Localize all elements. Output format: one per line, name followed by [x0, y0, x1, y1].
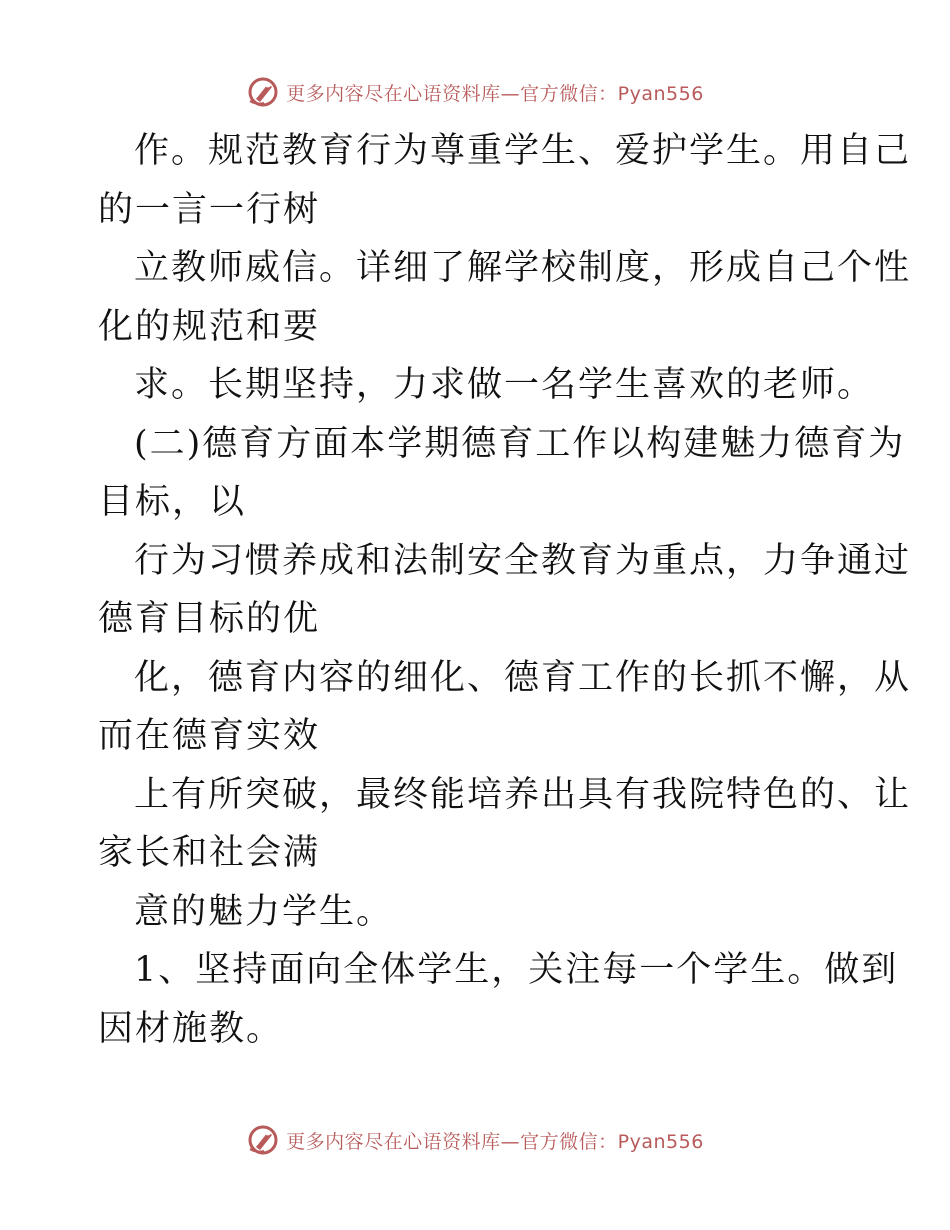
text-line: 行为习惯养成和法制安全教育为重点，力争通过 [134, 540, 912, 581]
text-line: (二)德育方面本学期德育工作以构建魅力德育为 [134, 423, 906, 464]
text-line: 化，德育内容的细化、德育工作的长抓不懈，从 [134, 657, 912, 698]
watermark-text: 更多内容尽在心语资料库—官方微信：Pyan556 [286, 1130, 704, 1153]
text-line: 立教师威信。详细了解学校制度，形成自己个性 [134, 248, 912, 288]
text-line: 化的规范和要 [98, 306, 321, 347]
pen-circle-icon [246, 1123, 280, 1157]
text-line: 求。长期坚持，力求做一名学生喜欢的老师。 [134, 365, 875, 405]
text-line: 而在德育实效 [98, 716, 321, 756]
footer-watermark [0, 1120, 950, 1160]
document-body [98, 122, 912, 1058]
watermark-text: 更多内容尽在心语资料库—官方微信：Pyan556 [286, 82, 704, 105]
text-line: 意的魅力学生。 [134, 891, 394, 932]
text-line: 上有所突破，最终能培养出具有我院特色的、让 [134, 774, 912, 815]
text-line: 作。规范教育行为尊重学生、爱护学生。用自己 [134, 131, 912, 171]
text-line: 1、坚持面向全体学生，关注每一个学生。做到 [134, 950, 899, 990]
header-watermark [0, 72, 950, 112]
text-line: 德育目标的优 [98, 599, 321, 639]
text-line: 的一言一行树 [98, 189, 321, 230]
text-line: 目标，以 [98, 482, 247, 522]
text-line: 家长和社会满 [98, 833, 321, 873]
text-line: 因材施教。 [98, 1008, 284, 1049]
pen-circle-icon [246, 75, 280, 109]
